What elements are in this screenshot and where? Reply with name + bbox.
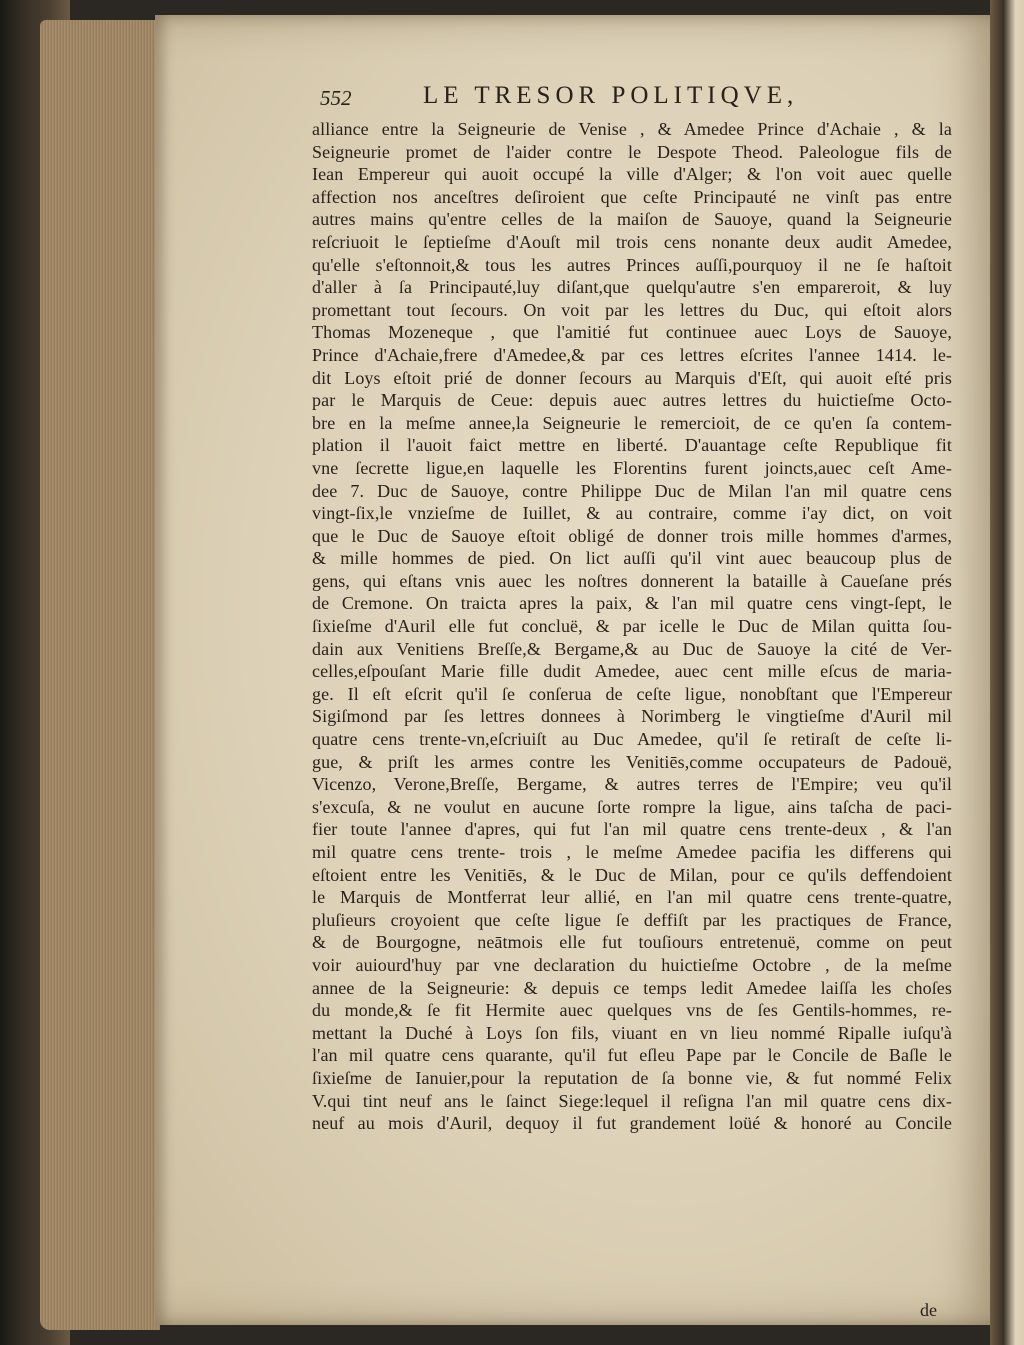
text-line: annee de la Seigneurie: & depuis ce temps ledit Amedee laiſſa les choſes [312, 977, 952, 998]
text-line: Seigneurie promet de l'aider contre le Despote Theod. Paleologue fils de [312, 141, 952, 162]
text-line: promettant tout ſecours. On voit par les lettres du Duc, qui eſtoit alors [312, 299, 952, 320]
facing-page-gutter [990, 0, 1024, 1345]
text-line: pluſieurs croyoient que ceſte ligue ſe deffiſt par les practiques de France, [312, 909, 952, 930]
text-line: gue, & priſt les armes contre les Venitiēs,comme occupateurs de Padouë, [312, 751, 952, 772]
text-line: vne ſecrette ligue,en laquelle les Florentins furent joincts,auec ceſt Ame- [312, 457, 952, 478]
text-line: ge. Il eſt eſcrit qu'il ſe conſerua de ceſte ligue, nonobſtant que l'Empereur [312, 683, 952, 704]
running-head: LE TRESOR POLITIQVE, [423, 82, 799, 109]
text-line: dain aux Venitiens Breſſe,& Bergame,& au Duc de Sauoye la cité de Ver- [312, 638, 952, 659]
text-line: de Cremone. On traicta apres la paix, & l'an mil quatre cens vingt-ſept, le [312, 593, 952, 614]
text-line: V.qui tint neuf ans le ſainct Siege:lequel il reſigna l'an mil quatre cens dix- [312, 1090, 952, 1111]
body-text [312, 118, 952, 1135]
text-line: Vicenzo, Verone,Breſſe, Bergame, & autres terres de l'Empire; veu qu'il [312, 774, 952, 795]
page-header [320, 82, 860, 116]
text-line: reſcriuoit le ſeptieſme d'Aouſt mil trois cens nonante deux audit Amedee, [312, 231, 952, 252]
text-line: mil quatre cens trente- trois , le meſme Amedee pacifia les differens qui [312, 842, 952, 862]
page-number: 552 [320, 86, 352, 110]
text-line: par le Marquis de Ceue: depuis auec autres lettres du huictieſme Octo- [312, 390, 952, 411]
text-line: d'aller à ſa Principauté,luy diſant,que quelqu'autre s'en empareroit, & luy [312, 277, 952, 298]
text-line: ſixieſme de Ianuier,pour la reputation de ſa bonne vie, & fut nommé Felix [312, 1067, 952, 1088]
text-line: vingt-ſix,le vnzieſme de Iuillet, & au contraire, comme i'ay dict, on voit [312, 503, 952, 524]
text-line: plation il l'auoit faict mettre en liberté. D'auantage ceſte Republique fit [312, 435, 952, 456]
text-line: eſtoient entre les Venitiēs, & le Duc de Milan, pour ce qu'ils deffendoient [312, 864, 952, 885]
text-line: s'excuſa, & ne voulut en aucune ſorte rompre la ligue, ains taſcha de paci- [312, 796, 952, 817]
text-line: mettant la Duché à Loys ſon fils, viuant en vn lieu nommé Ripalle iuſqu'à [312, 1022, 952, 1043]
text-line: quatre cens trente-vn,eſcriuiſt au Duc Amedee, qu'il ſe retiraſt de ceſte li- [312, 729, 952, 750]
text-line: dee 7. Duc de Sauoye, contre Philippe Duc de Milan l'an mil quatre cens [312, 480, 952, 501]
text-line: que le Duc de Sauoye eſtoit obligé de donner trois mille hommes d'armes, [312, 525, 952, 546]
text-line: Thomas Mozeneque , que l'amitié fut continuee auec Loys de Sauoye, [312, 322, 952, 343]
text-line: dit Loys eſtoit prié de donner ſecours au Marquis d'Eſt, qui auoit eſté pris [312, 367, 952, 388]
text-line: celles,eſpouſant Marie fille dudit Amedee, auec cent mille eſcus de maria- [312, 661, 952, 682]
text-line: ſixieſme d'Auril elle fut concluë, & par icelle le Duc de Milan quitta ſou- [312, 616, 952, 637]
text-line: gens, qui eſtans vnis auec les noſtres donnerent la bataille à Caueſane prés [312, 570, 952, 591]
text-line: Sigiſmond par ſes lettres donnees à Norimberg le vingtieſme d'Auril mil [312, 706, 952, 727]
text-line: & mille hommes de pied. On lict auſſi qu'il vint auec beaucoup plus de [312, 548, 952, 569]
text-line: alliance entre la Seigneurie de Venise , & Amedee Prince d'Achaie , & la [312, 119, 952, 139]
text-line: fier toute l'annee d'apres, qui fut l'an mil quatre cens trente-deux , & l'an [312, 819, 952, 840]
text-line: du monde,& ſe fit Hermite auec quelques vns de ſes Gentils-hommes, re- [312, 1000, 952, 1021]
catchword: de [920, 1300, 937, 1320]
text-line: le Marquis de Montferrat leur allié, en l'an mil quatre cens trente-quatre, [312, 887, 952, 908]
text-line: qu'elle s'eſtonnoit,& tous les autres Princes auſſi,pourquoy il ne ſe haſtoit [312, 254, 952, 275]
text-line: bre en la meſme annee,la Seigneurie le remercioit, de ce qu'en ſa contem- [312, 412, 952, 433]
text-line: l'an mil quatre cens quarante, qu'il fut eſleu Pape par le Concile de Baſle le [312, 1045, 952, 1066]
text-line: Prince d'Achaie,frere d'Amedee,& par ces lettres eſcrites l'annee 1414. le- [312, 344, 952, 365]
text-line: affection nos anceſtres deſiroient que ceſte Principauté ne vinſt pas entre [312, 186, 952, 207]
text-line: & de Bourgogne, neātmois elle fut touſiours entretenuë, comme on peut [312, 932, 952, 953]
page-block-edge [40, 20, 160, 1330]
text-line: neuf au mois d'Auril, dequoy il fut grandement loüé & honoré au Concile [312, 1113, 952, 1134]
text-line: Iean Empereur qui auoit occupé la ville d'Alger; & l'on voit auec quelle [312, 164, 952, 185]
text-line: voir auiourd'huy par vne declaration du huictieſme Octobre , de la meſme [312, 954, 952, 975]
text-line: autres mains qu'entre celles de la maiſon de Sauoye, quand la Seigneurie [312, 209, 952, 230]
